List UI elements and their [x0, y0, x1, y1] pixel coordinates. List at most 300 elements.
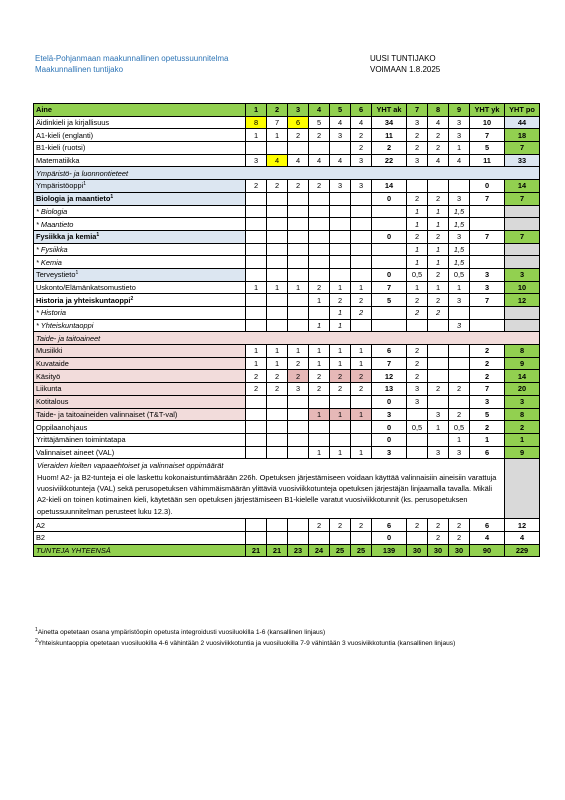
hours-cell: [267, 205, 288, 218]
hours-cell: 1: [267, 345, 288, 358]
subject-label: [34, 180, 246, 193]
hours-cell: 2: [407, 519, 428, 532]
language-note: [34, 459, 505, 519]
hours-cell: 2: [330, 294, 351, 307]
hours-cell: 2: [288, 180, 309, 193]
hours-cell: 1: [428, 218, 449, 231]
hours-cell: 2: [288, 129, 309, 142]
grand-total-cell: 1: [505, 433, 540, 446]
hours-cell: [351, 319, 372, 332]
col-header-grade-2: 2: [267, 104, 288, 117]
subject-label: * Yhteiskuntaoppi: [34, 319, 246, 332]
hours-cell: 2: [288, 370, 309, 383]
hours-cell: [449, 370, 470, 383]
hours-cell: 6: [288, 116, 309, 129]
col-header-grade-3: 3: [288, 104, 309, 117]
footnote-1-text: Ainetta opetetaan osana ympäristöopin opetusta integroidusti vuosiluokilla 1-6 (kansallinen linjaus): [37, 629, 326, 636]
hours-cell: [246, 531, 267, 544]
hours-cell: 1: [267, 129, 288, 142]
grand-total-cell: 2: [505, 421, 540, 434]
hours-cell: 3: [449, 230, 470, 243]
hours-cell: 1,5: [449, 205, 470, 218]
hours-cell: 2: [428, 519, 449, 532]
note-row: [34, 459, 540, 519]
subject-label: Kuvataide: [34, 357, 246, 370]
hours-cell: 3: [351, 180, 372, 193]
total-cell: 5: [470, 142, 505, 155]
table-row: [34, 256, 540, 269]
total-cell: [470, 243, 505, 256]
hours-cell: [246, 294, 267, 307]
footnote-marker: 1: [83, 181, 87, 188]
total-cell: 13: [372, 383, 407, 396]
subject-label: A1-kieli (englanti): [34, 129, 246, 142]
table-row: [34, 142, 540, 155]
hours-cell: 2: [449, 519, 470, 532]
hours-cell: 2: [428, 192, 449, 205]
grand-total-cell: 12: [505, 294, 540, 307]
subject-label-text: Terveystieto: [36, 270, 76, 280]
grand-total-cell: 20: [505, 383, 540, 396]
hours-cell: 1: [309, 408, 330, 421]
hours-cell: 4: [288, 154, 309, 167]
curriculum-subtitle: Maakunnallinen tuntijako: [35, 65, 124, 74]
hours-cell: 1: [428, 281, 449, 294]
total-cell: 0: [372, 433, 407, 446]
hours-cell: [330, 205, 351, 218]
grand-total-cell: 33: [505, 154, 540, 167]
hours-cell: 1: [267, 357, 288, 370]
hours-cell: 1: [246, 357, 267, 370]
total-cell: 11: [372, 129, 407, 142]
hours-cell: 3: [288, 383, 309, 396]
total-cell: 2: [470, 345, 505, 358]
hours-cell: 2: [351, 142, 372, 155]
hours-cell: [246, 408, 267, 421]
hours-cell: [267, 421, 288, 434]
grand-total-cell: 7: [505, 192, 540, 205]
total-cell: 2: [470, 370, 505, 383]
table-row: [34, 357, 540, 370]
subject-label: Käsityö: [34, 370, 246, 383]
hours-cell: 1: [407, 256, 428, 269]
hours-cell: 1: [309, 446, 330, 459]
hours-cell: 0,5: [407, 268, 428, 281]
total-cell: 7: [470, 129, 505, 142]
hours-cell: 2: [351, 129, 372, 142]
hours-cell: 4: [428, 154, 449, 167]
grand-total-cell: [505, 218, 540, 231]
hours-cell: [309, 243, 330, 256]
hours-cell: 4: [449, 154, 470, 167]
note-title: Vieraiden kielten vapaaehtoiset ja valinnaiset oppimäärät: [37, 461, 224, 471]
hours-cell: 2: [428, 294, 449, 307]
total-cell: 3: [372, 408, 407, 421]
total-hours-cell: 23: [288, 544, 309, 557]
grand-total-cell: [505, 256, 540, 269]
hours-cell: [267, 395, 288, 408]
total-cell: 2: [372, 142, 407, 155]
hours-cell: [288, 243, 309, 256]
table-row: [34, 383, 540, 396]
total-hours-cell: 21: [267, 544, 288, 557]
table-row: [34, 531, 540, 544]
hours-cell: [309, 192, 330, 205]
hours-cell: [330, 142, 351, 155]
hours-cell: 3: [449, 319, 470, 332]
hours-cell: [288, 192, 309, 205]
hours-cell: [351, 395, 372, 408]
hours-cell: 1: [330, 446, 351, 459]
subject-label: Oppilaanohjaus: [34, 421, 246, 434]
hours-cell: [288, 256, 309, 269]
hours-cell: [309, 421, 330, 434]
hours-cell: 0,5: [407, 421, 428, 434]
total-cell: 11: [470, 154, 505, 167]
hours-cell: 1: [309, 357, 330, 370]
grand-total-cell: 3: [505, 395, 540, 408]
hours-cell: 1: [407, 218, 428, 231]
table-row: [34, 395, 540, 408]
hours-cell: 4: [309, 154, 330, 167]
hours-cell: 2: [309, 370, 330, 383]
grand-total-cell: 44: [505, 116, 540, 129]
hours-cell: 2: [246, 370, 267, 383]
hours-cell: 1: [267, 281, 288, 294]
hours-cell: 2: [428, 230, 449, 243]
subject-label: [34, 268, 246, 281]
hours-cell: [267, 268, 288, 281]
hours-cell: 2: [407, 129, 428, 142]
note-body: Huom! A2- ja B2-tunteja ei ole laskettu kokonaistuntimäärään 226h. Opetuksen järjestämiseen voidaan käyttää valinnaisiin aineisiin varattuja vuosiviikkotunteja (VAL) sekä perusopetuksen vähimmäismäärän ylittäviä vuosiviikkotunteja opetuksen järjestäjän linjaamalla tavalla. Mikäli A2-kieli on toinen kotimainen kieli, käytetään sen opetuksen järjestämiseen B1-kielelle varatut vuosiviikkotunnit (ks. perusopetuksen opetussuunnitelman perusteet luku 12.3).: [37, 472, 497, 516]
hours-cell: 3: [407, 154, 428, 167]
hours-cell: [309, 205, 330, 218]
hours-cell: 2: [449, 408, 470, 421]
hours-cell: [246, 230, 267, 243]
section-row: [34, 167, 540, 180]
total-cell: [470, 205, 505, 218]
hours-cell: [246, 192, 267, 205]
col-header-grade-7: 7: [407, 104, 428, 117]
col-header-total-lower: YHT ak: [372, 104, 407, 117]
hours-cell: 1: [351, 281, 372, 294]
hours-cell: [288, 519, 309, 532]
total-cell: [372, 256, 407, 269]
grand-total-cell: 9: [505, 357, 540, 370]
hours-cell: [428, 370, 449, 383]
hours-cell: [246, 319, 267, 332]
hours-cell: 1: [246, 129, 267, 142]
subject-label: Matematiikka: [34, 154, 246, 167]
hours-cell: [309, 531, 330, 544]
footnote-2-marker: 2: [35, 638, 38, 644]
section-title-science: Ympäristö- ja luonnontieteet: [34, 167, 540, 180]
subject-label: * Fysiikka: [34, 243, 246, 256]
hours-cell: 1: [428, 205, 449, 218]
hours-cell: 1: [428, 243, 449, 256]
total-cell: 14: [372, 180, 407, 193]
hours-cell: [449, 345, 470, 358]
hours-cell: 2: [428, 383, 449, 396]
hours-cell: 1: [309, 319, 330, 332]
hours-cell: [246, 421, 267, 434]
hours-cell: 3: [330, 129, 351, 142]
total-cell: 12: [372, 370, 407, 383]
hours-cell: [246, 433, 267, 446]
footnote-1-marker: 1: [35, 627, 38, 633]
total-cell: 7: [470, 383, 505, 396]
hours-cell: 4: [330, 154, 351, 167]
document-header-right: [370, 53, 440, 75]
hours-cell: 1: [309, 345, 330, 358]
footnote-marker: 1: [96, 232, 100, 239]
hours-cell: [407, 180, 428, 193]
hours-cell: 1: [309, 294, 330, 307]
total-hours-cell: 25: [330, 544, 351, 557]
hours-cell: [309, 230, 330, 243]
total-cell: 1: [470, 433, 505, 446]
hours-cell: 1,5: [449, 256, 470, 269]
hours-cell: 3: [246, 154, 267, 167]
table-row: [34, 230, 540, 243]
hours-cell: 1: [407, 205, 428, 218]
subject-label: Kotitalous: [34, 395, 246, 408]
grand-total-cell: [505, 243, 540, 256]
hours-cell: 2: [330, 519, 351, 532]
hours-cell: 1: [449, 281, 470, 294]
subject-label: Musiikki: [34, 345, 246, 358]
total-hours-cell: 21: [246, 544, 267, 557]
subject-label: Valinnaiset aineet (VAL): [34, 446, 246, 459]
hours-cell: [428, 345, 449, 358]
total-cell: [470, 256, 505, 269]
hours-cell: 1: [330, 319, 351, 332]
col-header-grade-1: 1: [246, 104, 267, 117]
hours-cell: [288, 421, 309, 434]
hours-cell: 0,5: [449, 268, 470, 281]
hours-cell: [309, 256, 330, 269]
total-cell: 10: [470, 116, 505, 129]
hours-cell: [351, 268, 372, 281]
footnote-marker: 1: [75, 270, 79, 277]
hours-cell: 2: [267, 383, 288, 396]
lesson-hours-table: [33, 103, 540, 557]
hours-cell: [351, 218, 372, 231]
table-row: [34, 281, 540, 294]
hours-cell: 2: [428, 142, 449, 155]
hours-cell: [288, 446, 309, 459]
hours-cell: [428, 180, 449, 193]
hours-cell: 2: [351, 307, 372, 320]
total-cell: 3: [470, 395, 505, 408]
total-cell: 0: [470, 180, 505, 193]
grand-total-cell: 10: [505, 281, 540, 294]
hours-cell: [309, 142, 330, 155]
subject-label: * Maantieto: [34, 218, 246, 231]
total-hours-cell: 139: [372, 544, 407, 557]
hours-cell: [267, 519, 288, 532]
hours-cell: [407, 408, 428, 421]
hours-cell: 2: [309, 519, 330, 532]
hours-cell: 1: [288, 345, 309, 358]
table-row: [34, 218, 540, 231]
total-cell: 7: [372, 281, 407, 294]
total-cell: 6: [372, 519, 407, 532]
total-cell: 0: [372, 230, 407, 243]
hours-cell: 0,5: [449, 421, 470, 434]
hours-cell: [246, 218, 267, 231]
hours-cell: [449, 395, 470, 408]
hours-cell: [288, 230, 309, 243]
table-row: [34, 408, 540, 421]
subject-label-text: Ympäristöoppi: [36, 181, 84, 191]
hours-cell: [330, 433, 351, 446]
hours-cell: [267, 446, 288, 459]
hours-cell: [351, 256, 372, 269]
hours-cell: 3: [351, 154, 372, 167]
hours-cell: [267, 433, 288, 446]
col-header-grade-8: 8: [428, 104, 449, 117]
subject-label: [34, 230, 246, 243]
hours-cell: 2: [309, 281, 330, 294]
grand-total-cell: 7: [505, 230, 540, 243]
hours-cell: [288, 205, 309, 218]
total-cell: 0: [372, 268, 407, 281]
hours-cell: [309, 218, 330, 231]
table-row: [34, 519, 540, 532]
hours-cell: 3: [449, 116, 470, 129]
grand-total-cell: [505, 319, 540, 332]
subject-label-text: Historia ja yhteiskuntaoppi: [36, 295, 131, 305]
total-cell: 7: [470, 294, 505, 307]
hours-cell: 4: [267, 154, 288, 167]
total-cell: 3: [470, 268, 505, 281]
hours-cell: [351, 243, 372, 256]
table-row: [34, 446, 540, 459]
curriculum-title: Etelä-Pohjanmaan maakunnallinen opetussuunnitelma: [35, 54, 229, 63]
hours-cell: [407, 531, 428, 544]
hours-cell: [407, 433, 428, 446]
hours-cell: [330, 421, 351, 434]
hours-cell: [288, 307, 309, 320]
hours-cell: [267, 142, 288, 155]
hours-cell: 3: [330, 180, 351, 193]
hours-cell: 3: [407, 383, 428, 396]
hours-cell: 2: [407, 307, 428, 320]
hours-cell: 2: [267, 180, 288, 193]
total-cell: [372, 218, 407, 231]
hours-cell: [351, 433, 372, 446]
hours-cell: 1: [330, 307, 351, 320]
hours-cell: 1: [330, 345, 351, 358]
grand-total-cell: 9: [505, 446, 540, 459]
effective-date: VOIMAAN 1.8.2025: [370, 65, 441, 74]
hours-cell: [449, 180, 470, 193]
total-cell: [372, 205, 407, 218]
col-header-grade-9: 9: [449, 104, 470, 117]
hours-cell: 3: [407, 116, 428, 129]
hours-cell: 2: [407, 142, 428, 155]
hours-cell: [288, 531, 309, 544]
total-cell: 7: [470, 192, 505, 205]
hours-cell: [246, 268, 267, 281]
grand-total-cell: 7: [505, 142, 540, 155]
hours-cell: [330, 531, 351, 544]
hours-cell: [288, 294, 309, 307]
total-cell: [470, 307, 505, 320]
total-cell: 5: [470, 408, 505, 421]
table-row: [34, 345, 540, 358]
hours-cell: 2: [246, 180, 267, 193]
hours-cell: [449, 307, 470, 320]
hours-cell: 2: [407, 192, 428, 205]
hours-cell: [267, 307, 288, 320]
total-cell: 0: [372, 395, 407, 408]
hours-cell: 2: [288, 357, 309, 370]
hours-cell: [309, 268, 330, 281]
hours-cell: [351, 230, 372, 243]
hours-cell: 3: [428, 408, 449, 421]
hours-cell: 2: [407, 370, 428, 383]
total-cell: 0: [372, 421, 407, 434]
total-cell: 0: [372, 531, 407, 544]
table-row: [34, 129, 540, 142]
hours-cell: 2: [407, 230, 428, 243]
hours-cell: 1: [246, 345, 267, 358]
subject-label: * Historia: [34, 307, 246, 320]
hours-cell: [267, 243, 288, 256]
subject-label: Uskonto/Elämänkatsomustieto: [34, 281, 246, 294]
subject-label: B2: [34, 531, 246, 544]
hours-cell: 2: [407, 345, 428, 358]
subject-label-text: Fysiikka ja kemia: [36, 232, 97, 242]
hours-cell: [351, 531, 372, 544]
grand-total-cell: 14: [505, 370, 540, 383]
total-cell: 6: [470, 519, 505, 532]
hours-cell: 1: [246, 281, 267, 294]
subject-label: Yrittäjämäinen toimintatapa: [34, 433, 246, 446]
hours-cell: [428, 433, 449, 446]
hours-cell: [267, 531, 288, 544]
hours-cell: [267, 408, 288, 421]
hours-cell: 1,5: [449, 218, 470, 231]
total-hours-cell: 25: [351, 544, 372, 557]
hours-cell: [330, 243, 351, 256]
table-row: [34, 268, 540, 281]
total-hours-cell: 90: [470, 544, 505, 557]
hours-cell: 1: [449, 433, 470, 446]
grand-total-cell: [505, 205, 540, 218]
subject-label: Taide- ja taitoaineiden valinnaiset (T&T-val): [34, 408, 246, 421]
hours-cell: [267, 256, 288, 269]
hours-cell: [246, 205, 267, 218]
hours-cell: [267, 192, 288, 205]
hours-cell: [288, 408, 309, 421]
total-cell: 34: [372, 116, 407, 129]
total-cell: 5: [372, 294, 407, 307]
hours-cell: 8: [246, 116, 267, 129]
hours-cell: 1: [351, 446, 372, 459]
hours-cell: [407, 319, 428, 332]
grand-total-cell: 12: [505, 519, 540, 532]
total-cell: 7: [470, 230, 505, 243]
section-row: [34, 332, 540, 345]
hours-cell: [330, 395, 351, 408]
hours-cell: [246, 519, 267, 532]
hours-cell: 1: [288, 281, 309, 294]
subject-label: Liikunta: [34, 383, 246, 396]
table-row: [34, 192, 540, 205]
